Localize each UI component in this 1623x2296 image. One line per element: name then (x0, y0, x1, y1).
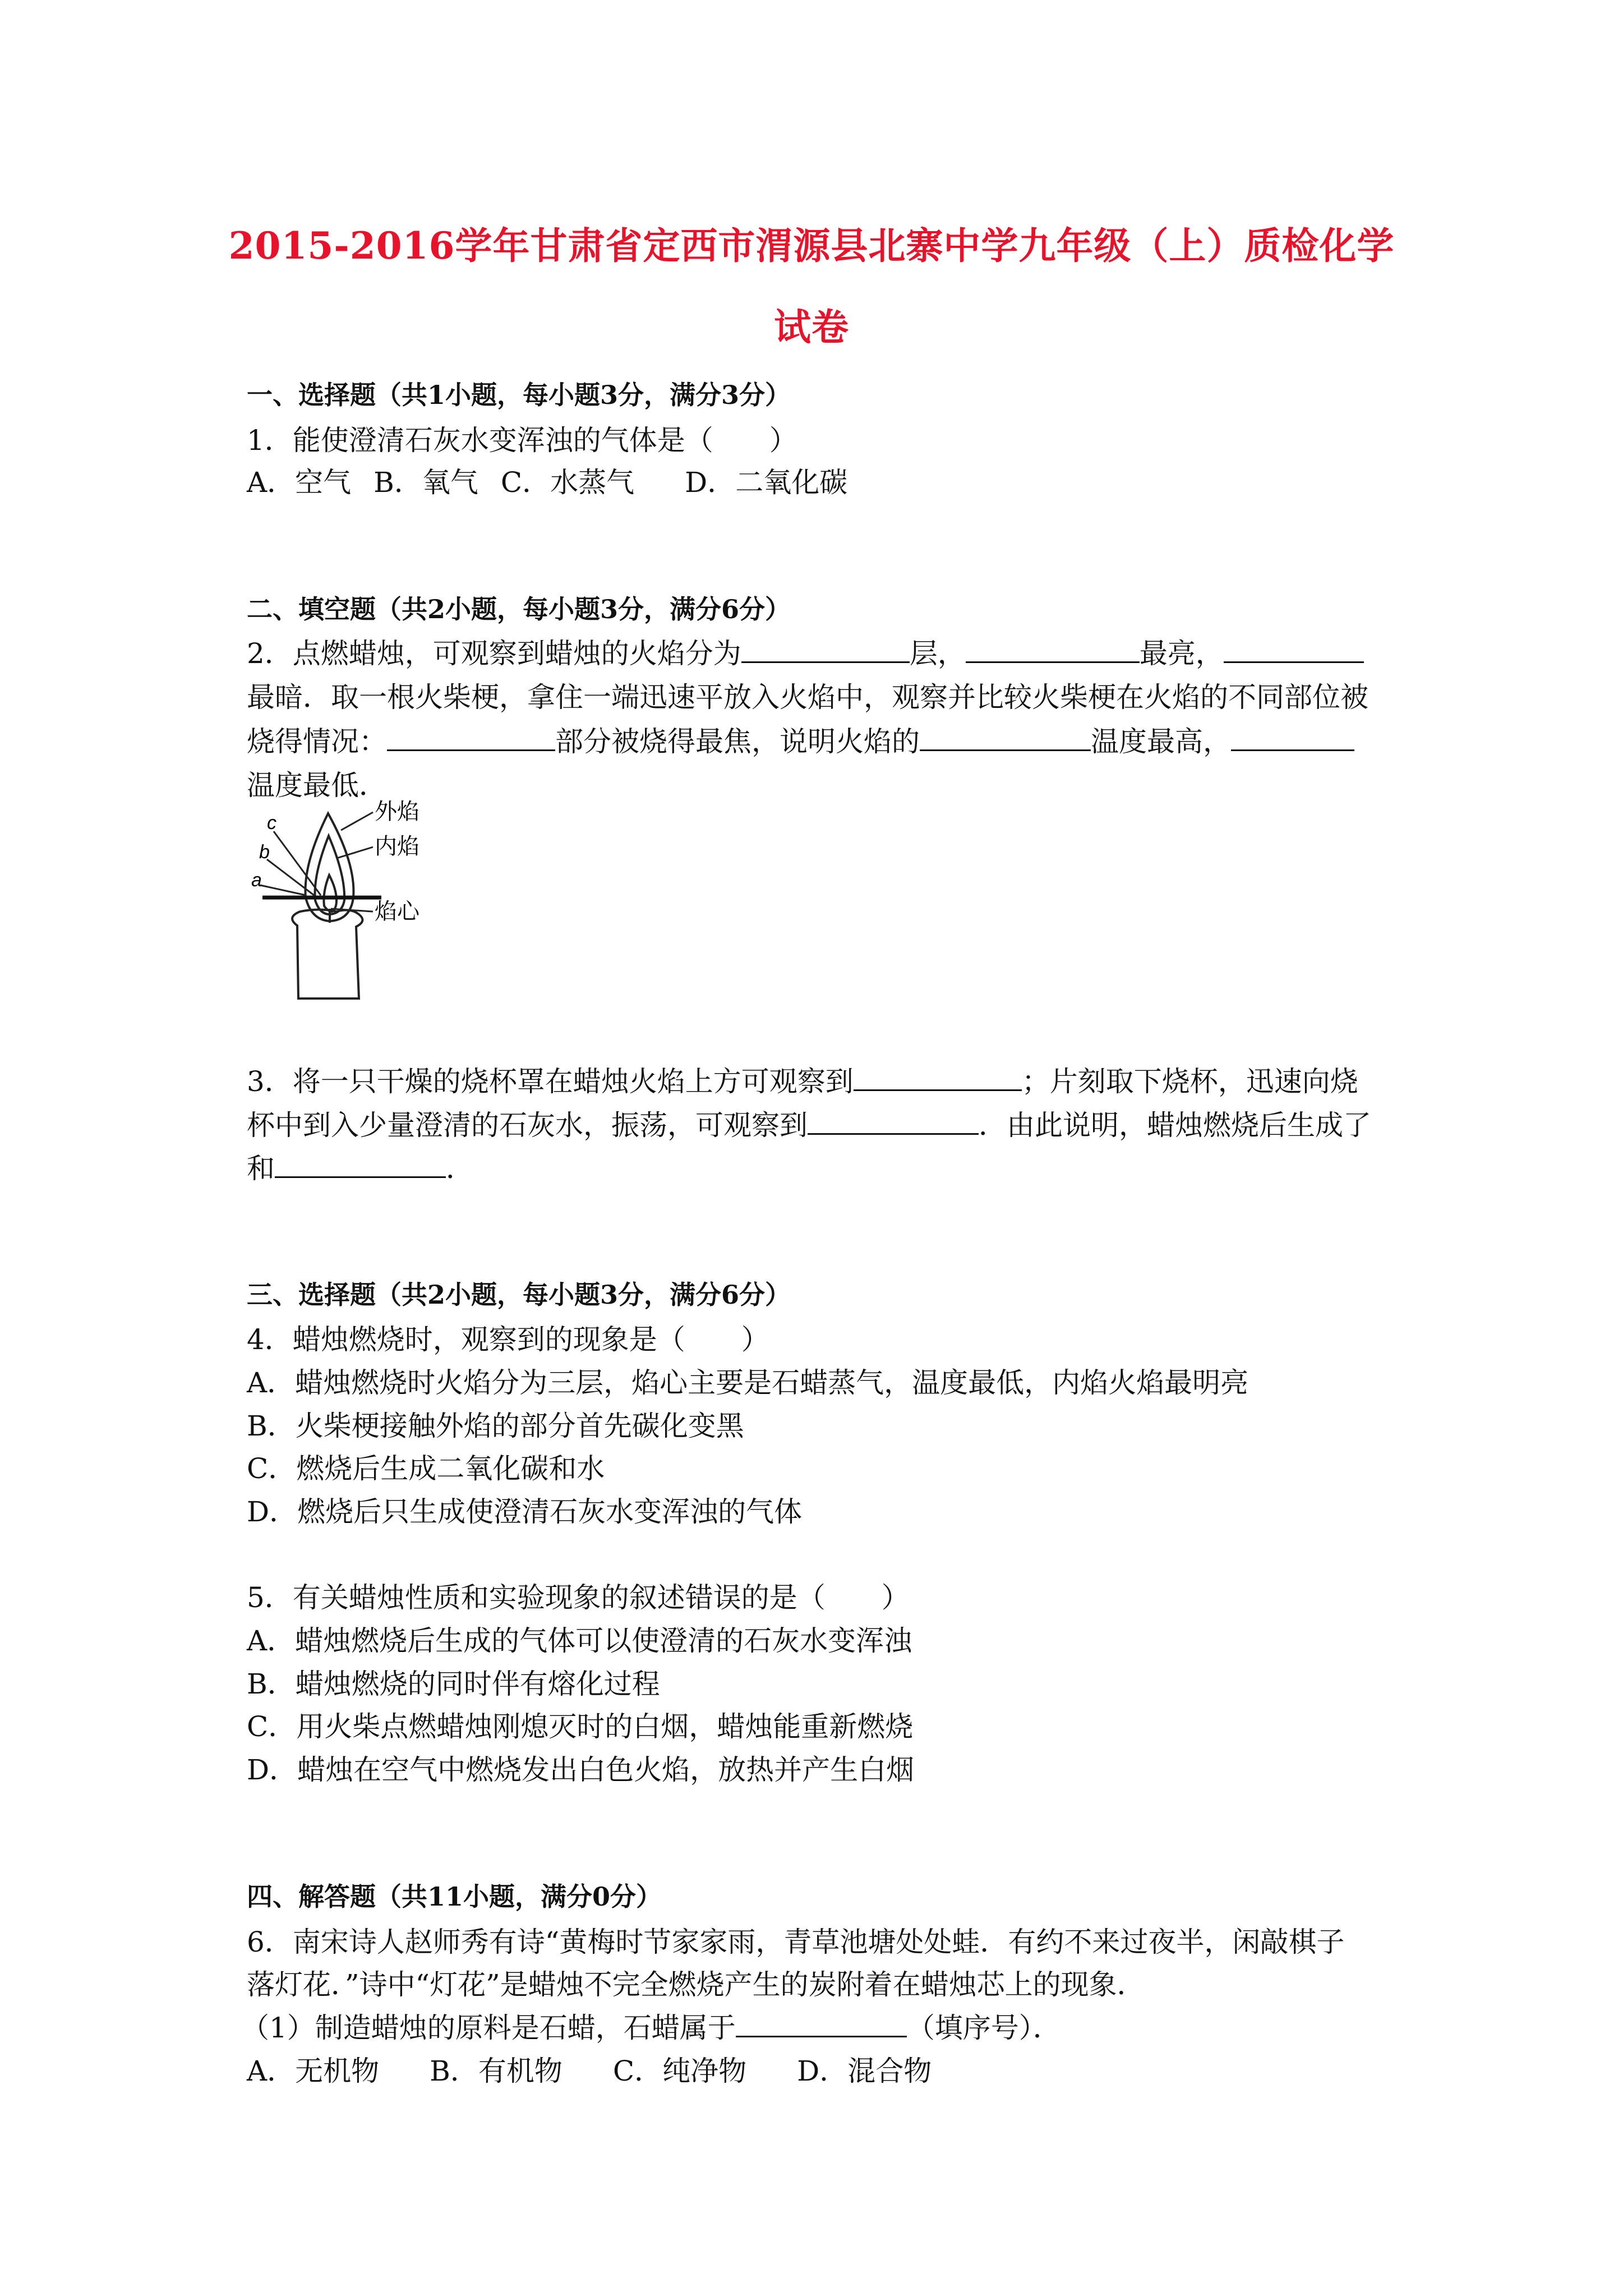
q6-option-d: D．混合物 (797, 2055, 932, 2087)
question-3-line-3 (247, 1146, 474, 1186)
q3-blank-2[interactable] (808, 1108, 979, 1135)
q4-option-a: A．蜡烛燃烧时火焰分为三层，焰心主要是石蜡蒸气，温度最低，内焰火焰最明亮 (247, 1366, 1249, 1399)
exam-title-line1: 2015-2016学年甘肃省定西市渭源县北寨中学九年级（上）质检化学 (228, 224, 1395, 268)
pointer-outer (341, 812, 373, 830)
label-c: c (267, 812, 276, 834)
section-1-header: 一、选择题（共1小题，每小题3分，满分3分） (247, 380, 791, 410)
label-flame-core: 焰心 (375, 899, 419, 924)
q2-blank-5[interactable] (920, 725, 1091, 751)
q5-option-a: A．蜡烛燃烧后生成的气体可以使澄清的石灰水变浑浊 (247, 1625, 912, 1657)
label-b: b (259, 841, 270, 863)
question-2-line-3 (247, 719, 1354, 760)
question-1-options (247, 460, 847, 500)
q3-text-a: 3．将一只干燥的烧杯罩在蜡烛火焰上方可观察到 (247, 1065, 854, 1098)
q6-option-c: C．纯净物 (612, 2055, 747, 2087)
question-2-line-4: 温度最低． (247, 769, 387, 802)
q3-blank-3[interactable] (275, 1152, 446, 1178)
q2-text-e: 部分被烧得最焦，说明火焰的 (555, 725, 920, 758)
q1-option-a: A．空气 (247, 466, 352, 499)
question-1: 1．能使澄清石灰水变浑浊的气体是（ ） (247, 424, 797, 457)
pointer-a (260, 885, 306, 895)
label-outer-flame: 外焰 (375, 799, 419, 825)
question-3-line-2 (247, 1103, 1371, 1143)
q3-text-b: ；片刻取下烧杯，迅速向烧 (1021, 1065, 1358, 1098)
section-2-header: 二、填空题（共2小题，每小题3分，满分6分） (247, 594, 791, 624)
question-6-line-1: 6．南宋诗人赵师秀有诗“黄梅时节家家雨，青草池塘处处蛙．有约不来过夜半，闲敲棋子 (247, 1926, 1345, 1958)
q1-option-b: B．氧气 (374, 466, 478, 499)
question-4: 4．蜡烛燃烧时，观察到的现象是（ ） (247, 1323, 769, 1356)
question-6-line-2: 落灯花．”诗中“灯花”是蜡烛不完全燃烧产生的炭附着在蜡烛芯上的现象． (247, 1968, 1145, 2001)
q5-option-b: B．蜡烛燃烧的同时伴有熔化过程 (247, 1668, 660, 1700)
q2-blank-6[interactable] (1231, 725, 1354, 751)
q6-option-a: A．无机物 (247, 2055, 380, 2087)
q3-text-d: ．由此说明，蜡烛燃烧后生成了 (979, 1109, 1371, 1142)
q5-option-c: C．用火柴点燃蜡烛刚熄灭时的白烟，蜡烛能重新燃烧 (247, 1710, 914, 1743)
q4-option-b: B．火柴梗接触外焰的部分首先碳化变黑 (247, 1410, 744, 1442)
question-6-sub-1 (241, 2005, 1061, 2046)
q2-text-b: 层， (909, 637, 966, 670)
q2-blank-4[interactable] (387, 725, 555, 751)
candle-flame-diagram (247, 797, 449, 1004)
pointer-inner (336, 847, 373, 858)
question-2-line-1 (247, 631, 1364, 671)
q2-text-c: 最亮， (1139, 637, 1224, 670)
exam-title-line2: 试卷 (774, 305, 849, 349)
q4-option-d: D．燃烧后只生成使澄清石灰水变浑浊的气体 (247, 1496, 803, 1528)
q2-text-d: 烧得情况： (247, 725, 387, 758)
q6-sub1-text-b: （填序号）． (906, 2012, 1061, 2044)
question-5: 5．有关蜡烛性质和实验现象的叙述错误的是（ ） (247, 1581, 910, 1614)
q6-sub1-text-a: （1）制造蜡烛的原料是石蜡，石蜡属于 (241, 2012, 736, 2044)
q3-text-c: 杯中到入少量澄清的石灰水，振荡，可观察到 (247, 1109, 808, 1142)
q4-option-c: C．燃烧后生成二氧化碳和水 (247, 1452, 605, 1485)
q6-option-b: B．有机物 (430, 2055, 562, 2087)
q3-text-e: 和 (247, 1152, 275, 1185)
q3-text-f: ． (446, 1152, 474, 1185)
q2-blank-1[interactable] (741, 637, 910, 663)
candle-body (292, 910, 362, 999)
outer-flame (306, 813, 354, 921)
q6-blank-1[interactable] (736, 2011, 907, 2037)
question-3-line-1 (247, 1059, 1358, 1099)
q2-text-a: 2．点燃蜡烛，可观察到蜡烛的火焰分为 (247, 637, 741, 670)
q2-blank-3[interactable] (1224, 637, 1364, 663)
question-2-line-2: 最暗．取一根火柴梗，拿住一端迅速平放入火焰中，观察并比较火柴梗在火焰的不同部位被 (247, 681, 1368, 714)
flame-core (324, 875, 336, 912)
q3-blank-1[interactable] (854, 1065, 1022, 1091)
pointer-c (274, 831, 321, 895)
section-4-header: 四、解答题（共11小题，满分0分） (247, 1881, 662, 1912)
label-a: a (251, 869, 262, 891)
section-3-header: 三、选择题（共2小题，每小题3分，满分6分） (247, 1280, 791, 1310)
q5-option-d: D．蜡烛在空气中燃烧发出白色火焰，放热并产生白烟 (247, 1754, 915, 1786)
q1-option-d: D．二氧化碳 (685, 466, 848, 499)
q1-option-c: C．水蒸气 (500, 466, 635, 499)
label-inner-flame: 内焰 (375, 834, 419, 859)
q2-text-f: 温度最高， (1091, 725, 1231, 758)
q2-blank-2[interactable] (966, 637, 1140, 663)
candle-flame-svg (247, 797, 449, 1004)
question-6-options (247, 2049, 932, 2089)
